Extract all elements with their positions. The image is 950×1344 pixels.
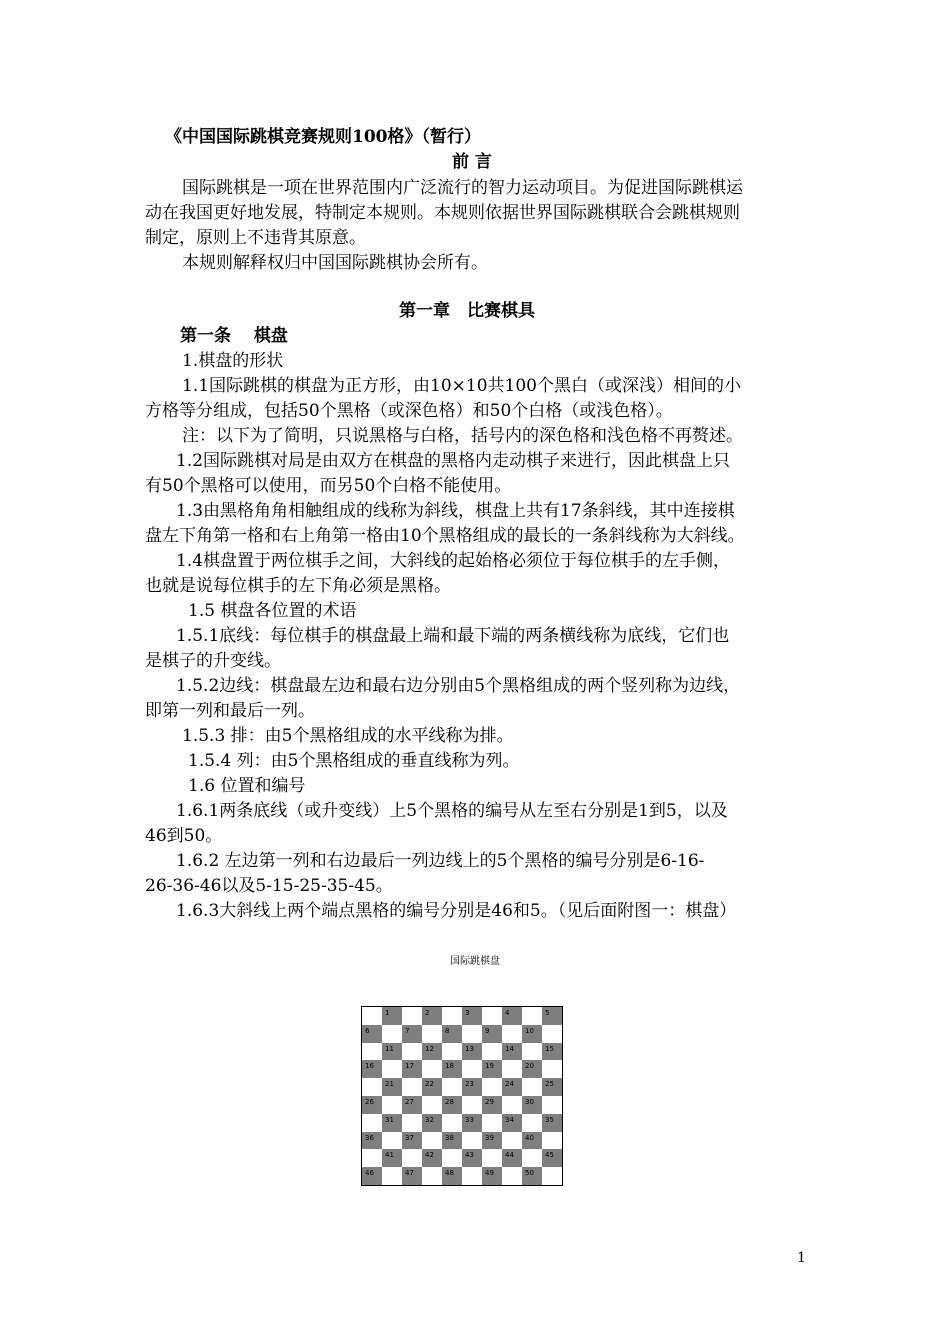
board-light-square — [382, 1132, 402, 1150]
board-light-square — [542, 1167, 562, 1185]
board-dark-square-10: 10 — [522, 1025, 542, 1043]
board-light-square — [522, 1149, 542, 1167]
checkers-board — [361, 1006, 563, 1186]
board-light-square — [482, 1078, 502, 1096]
board-light-square — [382, 1167, 402, 1185]
board-dark-square-42: 42 — [422, 1149, 442, 1167]
body-line: 1.5.3 排：由5个黑格组成的水平线称为排。 — [182, 726, 514, 746]
board-light-square — [422, 1167, 442, 1185]
board-light-square — [362, 1007, 382, 1025]
board-light-square — [522, 1007, 542, 1025]
document-title: 《中国国际跳棋竞赛规则100格》（暂行） — [165, 127, 481, 147]
board-dark-square-21: 21 — [382, 1078, 402, 1096]
board-light-square — [362, 1078, 382, 1096]
board-dark-square-8: 8 — [442, 1025, 462, 1043]
board-light-square — [442, 1078, 462, 1096]
board-light-square — [502, 1096, 522, 1114]
board-dark-square-28: 28 — [442, 1096, 462, 1114]
preface-line: 动在我国更好地发展，特制定本规则。本规则依据世界国际跳棋联合会跳棋规则 — [145, 203, 740, 223]
board-light-square — [442, 1149, 462, 1167]
preface-heading: 前 言 — [452, 152, 492, 172]
board-light-square — [362, 1043, 382, 1061]
board-light-square — [422, 1025, 442, 1043]
board-light-square — [542, 1096, 562, 1114]
body-line: 1.2国际跳棋对局是由双方在棋盘的黑格内走动棋子来进行，因此棋盘上只 — [176, 451, 731, 471]
body-line: 1.6.1两条底线（或升变线）上5个黑格的编号从左至右分别是1到5，以及 — [176, 801, 728, 821]
body-line: 1.5 棋盘各位置的术语 — [188, 601, 357, 621]
board-dark-square-39: 39 — [482, 1132, 502, 1150]
board-light-square — [382, 1096, 402, 1114]
body-line: 即第一列和最后一列。 — [145, 701, 315, 721]
board-dark-square-40: 40 — [522, 1132, 542, 1150]
board-dark-square-16: 16 — [362, 1060, 382, 1078]
board-dark-square-37: 37 — [402, 1132, 422, 1150]
body-line: 是棋子的升变线。 — [145, 651, 281, 671]
body-line: 有50个黑格可以使用，而另50个白格不能使用。 — [145, 476, 512, 496]
body-line: 26-36-46以及5-15-25-35-45。 — [145, 876, 393, 896]
board-dark-square-32: 32 — [422, 1114, 442, 1132]
board-dark-square-41: 41 — [382, 1149, 402, 1167]
board-light-square — [522, 1043, 542, 1061]
board-dark-square-29: 29 — [482, 1096, 502, 1114]
body-line: 1.4棋盘置于两位棋手之间，大斜线的起始格必须位于每位棋手的左手侧， — [176, 551, 731, 571]
board-dark-square-47: 47 — [402, 1167, 422, 1185]
body-line: 方格等分组成，包括50个黑格（或深色格）和50个白格（或浅色格）。 — [145, 401, 673, 421]
board-light-square — [402, 1007, 422, 1025]
board-dark-square-2: 2 — [422, 1007, 442, 1025]
board-light-square — [422, 1060, 442, 1078]
board-light-square — [442, 1114, 462, 1132]
board-dark-square-50: 50 — [522, 1167, 542, 1185]
board-dark-square-43: 43 — [462, 1149, 482, 1167]
preface-line: 国际跳棋是一项在世界范围内广泛流行的智力运动项目。为促进国际跳棋运 — [182, 178, 743, 198]
preface-line: 制定，原则上不违背其原意。 — [145, 228, 366, 248]
board-dark-square-44: 44 — [502, 1149, 522, 1167]
page-number: 1 — [797, 1250, 806, 1266]
board-light-square — [402, 1043, 422, 1061]
board-dark-square-15: 15 — [542, 1043, 562, 1061]
body-line: 1.6 位置和编号 — [188, 776, 306, 796]
board-dark-square-7: 7 — [402, 1025, 422, 1043]
board-dark-square-23: 23 — [462, 1078, 482, 1096]
body-line: 1.5.1底线：每位棋手的棋盘最上端和最下端的两条横线称为底线，它们也 — [176, 626, 730, 646]
board-dark-square-25: 25 — [542, 1078, 562, 1096]
preface-line: 本规则解释权归中国国际跳棋协会所有。 — [182, 253, 488, 273]
board-light-square — [522, 1114, 542, 1132]
board-dark-square-30: 30 — [522, 1096, 542, 1114]
body-line: 1.棋盘的形状 — [182, 351, 284, 371]
board-dark-square-9: 9 — [482, 1025, 502, 1043]
board-light-square — [382, 1060, 402, 1078]
board-dark-square-20: 20 — [522, 1060, 542, 1078]
chapter-heading: 第一章 比赛棋具 — [399, 301, 535, 321]
board-light-square — [542, 1060, 562, 1078]
board-dark-square-22: 22 — [422, 1078, 442, 1096]
board-dark-square-3: 3 — [462, 1007, 482, 1025]
board-light-square — [402, 1149, 422, 1167]
board-dark-square-45: 45 — [542, 1149, 562, 1167]
board-light-square — [402, 1078, 422, 1096]
board-dark-square-35: 35 — [542, 1114, 562, 1132]
board-light-square — [542, 1132, 562, 1150]
board-light-square — [502, 1025, 522, 1043]
board-light-square — [382, 1025, 402, 1043]
board-dark-square-13: 13 — [462, 1043, 482, 1061]
board-dark-square-19: 19 — [482, 1060, 502, 1078]
board-light-square — [462, 1132, 482, 1150]
board-dark-square-46: 46 — [362, 1167, 382, 1185]
board-light-square — [502, 1167, 522, 1185]
board-dark-square-24: 24 — [502, 1078, 522, 1096]
board-dark-square-11: 11 — [382, 1043, 402, 1061]
board-light-square — [462, 1096, 482, 1114]
board-dark-square-26: 26 — [362, 1096, 382, 1114]
body-line: 注：以下为了简明，只说黑格与白格，括号内的深色格和浅色格不再赘述。 — [182, 426, 743, 446]
board-dark-square-36: 36 — [362, 1132, 382, 1150]
board-dark-square-12: 12 — [422, 1043, 442, 1061]
board-light-square — [442, 1007, 462, 1025]
board-dark-square-49: 49 — [482, 1167, 502, 1185]
board-light-square — [502, 1132, 522, 1150]
board-caption: 国际跳棋盘 — [450, 956, 500, 967]
body-line: 1.1国际跳棋的棋盘为正方形，由10×10共100个黑白（或深浅）相间的小 — [182, 376, 741, 396]
board-light-square — [422, 1132, 442, 1150]
body-line: 46到50。 — [145, 826, 223, 846]
board-dark-square-34: 34 — [502, 1114, 522, 1132]
board-dark-square-4: 4 — [502, 1007, 522, 1025]
board-dark-square-27: 27 — [402, 1096, 422, 1114]
board-light-square — [422, 1096, 442, 1114]
body-line: 1.6.3大斜线上两个端点黑格的编号分别是46和5。（见后面附图一：棋盘） — [176, 901, 737, 921]
board-light-square — [522, 1078, 542, 1096]
board-dark-square-18: 18 — [442, 1060, 462, 1078]
body-line: 也就是说每位棋手的左下角必须是黑格。 — [145, 576, 451, 596]
board-light-square — [462, 1167, 482, 1185]
body-line: 盘左下角第一格和右上角第一格由10个黑格组成的最长的一条斜线称为大斜线。 — [145, 526, 745, 546]
board-light-square — [362, 1114, 382, 1132]
board-dark-square-17: 17 — [402, 1060, 422, 1078]
board-light-square — [462, 1060, 482, 1078]
board-light-square — [482, 1114, 502, 1132]
body-line: 1.5.2边线：棋盘最左边和最右边分别由5个黑格组成的两个竖列称为边线， — [176, 676, 741, 696]
body-line: 1.6.2 左边第一列和右边最后一列边线上的5个黑格的编号分别是6-16- — [176, 851, 705, 871]
board-dark-square-48: 48 — [442, 1167, 462, 1185]
board-dark-square-6: 6 — [362, 1025, 382, 1043]
board-dark-square-5: 5 — [542, 1007, 562, 1025]
article-heading: 第一条 棋盘 — [180, 326, 288, 346]
board-dark-square-31: 31 — [382, 1114, 402, 1132]
board-light-square — [362, 1149, 382, 1167]
board-light-square — [442, 1043, 462, 1061]
board-dark-square-33: 33 — [462, 1114, 482, 1132]
board-light-square — [462, 1025, 482, 1043]
board-dark-square-38: 38 — [442, 1132, 462, 1150]
board-dark-square-1: 1 — [382, 1007, 402, 1025]
board-light-square — [402, 1114, 422, 1132]
board-light-square — [502, 1060, 522, 1078]
board-light-square — [482, 1007, 502, 1025]
body-line: 1.3由黑格角角相触组成的线称为斜线，棋盘上共有17条斜线，其中连接棋 — [176, 501, 735, 521]
board-light-square — [542, 1025, 562, 1043]
body-line: 1.5.4 列：由5个黑格组成的垂直线称为列。 — [188, 751, 520, 771]
board-light-square — [482, 1043, 502, 1061]
board-light-square — [482, 1149, 502, 1167]
board-dark-square-14: 14 — [502, 1043, 522, 1061]
